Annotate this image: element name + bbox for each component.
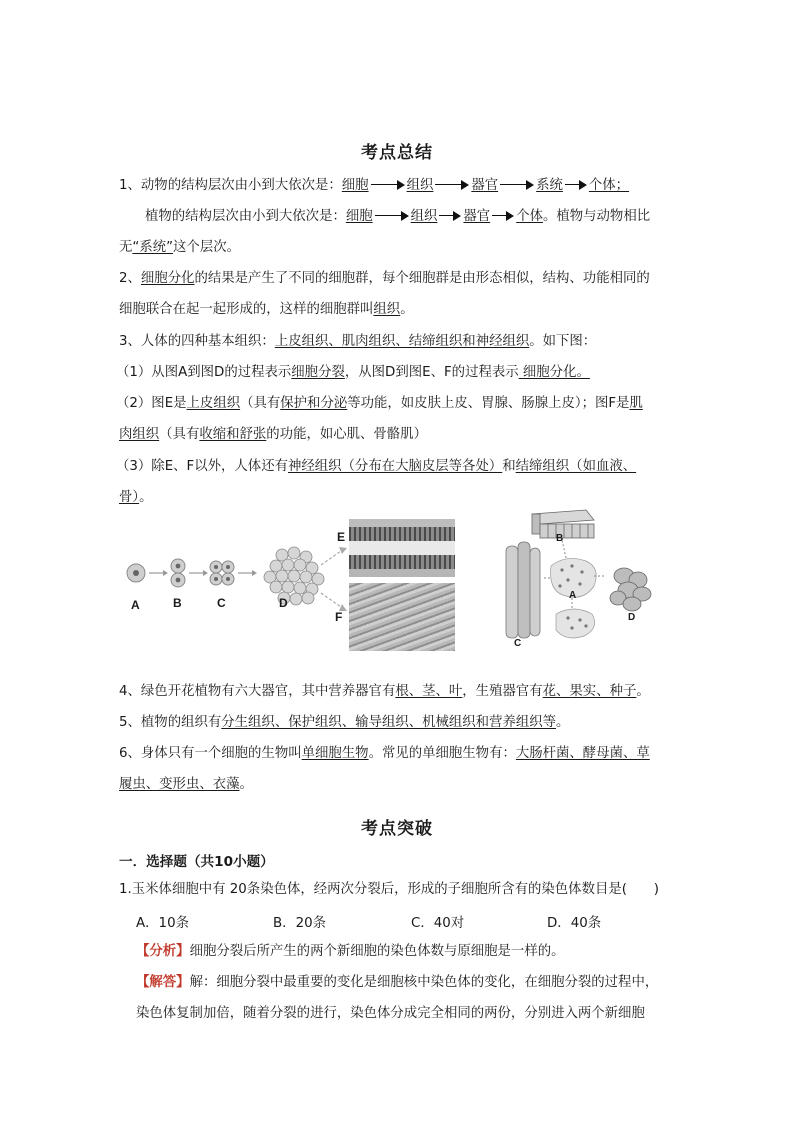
seq-item: 个体 (516, 209, 543, 224)
para-2-line-1 (119, 270, 650, 288)
text-underlined: 上皮组织、肌肉组织、结缔组织和神经组织 (274, 334, 530, 349)
para-1b (145, 208, 650, 226)
text: 4、绿色开花植物有六大器官，其中营养器官有 (119, 684, 396, 699)
para-1b-prefix: 植物的结构层次由小到大依次是： (145, 209, 346, 224)
text-underlined: “系统” (132, 240, 174, 255)
text: （具有 (159, 427, 200, 442)
text-underlined: 根、茎、叶 (395, 684, 463, 699)
option-d[interactable]: D．40条 (547, 916, 602, 931)
para-1b-suffix: 。植物与动物相比 (542, 209, 651, 224)
para-3-3-line-1 (116, 458, 636, 476)
seq-item: 细胞 (341, 178, 369, 193)
para-1c (119, 239, 240, 257)
para-3-3-line-2 (119, 489, 152, 507)
text: 这个层次。 (173, 240, 240, 255)
analysis-line (136, 943, 565, 961)
seq-item: 组织 (406, 178, 434, 193)
section-heading: 一．选择题（共10小题） (119, 854, 274, 870)
text-underlined: 肉组织 (119, 427, 160, 442)
analysis-tag: 【分析】 (136, 944, 190, 959)
text-underlined: 履虫、变形虫、衣藻 (119, 777, 240, 792)
para-3-2-line-1 (116, 395, 643, 413)
para-1 (119, 177, 629, 195)
text-underlined: 肌 (629, 396, 643, 411)
muscle-tissue-image (349, 583, 455, 651)
breakthrough-title: 考点突破 (361, 819, 433, 839)
seq-item: 细胞 (345, 209, 373, 224)
text-underlined: 结缔组织（如血液、 (515, 459, 637, 474)
figure-label-f: F (335, 610, 343, 624)
seq-item: 器官 (471, 178, 499, 193)
text: 等功能，如皮肤上皮、胃腺、肠腺上皮）；图F是 (347, 396, 630, 411)
answer-line-2: 染色体复制加倍，随着分裂的进行，染色体分成完全相同的两份，分别进入两个新细胞 (136, 1006, 645, 1021)
answer-tag: 【解答】 (136, 975, 190, 990)
text: 。 (139, 490, 153, 505)
para-6-line-1 (119, 745, 650, 763)
arrow-right-icon (435, 180, 469, 190)
text-underlined: 骨） (119, 490, 140, 505)
text: 的功能，如心肌、骨骼肌） (266, 427, 427, 442)
arrow-right-icon (500, 180, 534, 190)
para-4 (119, 683, 650, 701)
text: ，生殖器官有 (462, 684, 543, 699)
text: 。如下图： (529, 334, 597, 349)
tissue-types-diagram (496, 506, 666, 654)
option-b[interactable]: B．20条 (273, 916, 327, 931)
text: （具有 (240, 396, 281, 411)
text: 。 (556, 715, 570, 730)
option-a[interactable]: A．10条 (136, 916, 189, 931)
text: 。 (400, 302, 414, 317)
figure-tissue-types (496, 506, 666, 654)
text: 3、人体的四种基本组织： (119, 334, 275, 349)
text-underlined: 神经组织（分布在大脑皮层等各处） (287, 459, 503, 474)
text-underlined: 保护和分泌 (280, 396, 348, 411)
figure-label-d: D (279, 596, 288, 610)
text: （2）图E是 (116, 396, 187, 411)
text-underlined: 大肠杆菌、酵母菌、草 (515, 746, 650, 761)
text: 和 (502, 459, 516, 474)
analysis-text: 细胞分裂后所产生的两个新细胞的染色体数与原细胞是一样的。 (189, 944, 565, 959)
text: 。常见的单细胞生物有： (368, 746, 516, 761)
para-3-1 (116, 364, 590, 382)
arrow-right-icon (371, 180, 405, 190)
text-underlined: 细胞分化。 (518, 365, 590, 380)
figure-label-c: C (514, 638, 522, 649)
figure-label-b: B (556, 533, 564, 544)
answer-text: 解：细胞分裂中最重要的变化是细胞核中染色体的变化，在细胞分裂的过程中， (189, 975, 659, 990)
arrow-right-icon (439, 211, 461, 221)
figure-label-d: D (628, 612, 636, 623)
answer-line-1 (136, 974, 658, 992)
seq-item: 器官 (463, 209, 491, 224)
seq-item: 组织 (410, 209, 438, 224)
text: ，从图D到图E、F的过程表示 (344, 365, 519, 380)
para-3-2-line-2 (119, 426, 427, 444)
option-c[interactable]: C．40对 (411, 916, 465, 931)
text-underlined: 上皮组织 (186, 396, 241, 411)
arrow-right-icon (492, 211, 514, 221)
para-6-line-2 (119, 776, 253, 794)
arrow-right-icon (375, 211, 409, 221)
figure-label-b: B (173, 596, 182, 610)
text: 细胞联合在起一起形成的，这样的细胞群叫 (119, 302, 374, 317)
para-2-line-2 (119, 301, 414, 319)
text-underlined: 分生组织、保护组织、输导组织、机械组织和营养组织等 (221, 715, 557, 730)
seq-item: 系统 (536, 178, 563, 193)
text: 6、身体只有一个细胞的生物叫 (119, 746, 302, 761)
text-underlined: 组织 (373, 302, 401, 317)
figure-label-a: A (131, 598, 140, 612)
figure-cell-division (119, 515, 464, 655)
epithelial-tissue-image (349, 519, 455, 577)
arrow-right-icon (565, 180, 587, 190)
figure-label-e: E (337, 530, 346, 544)
text: （1）从图A到图D的过程表示 (116, 365, 292, 380)
text-underlined: 单细胞生物 (301, 746, 369, 761)
text-underlined: 花、果实、种子 (542, 684, 637, 699)
text-underlined: 细胞分化 (140, 271, 195, 286)
text: 。 (239, 777, 253, 792)
para-1-prefix: 1、动物的结构层次由小到大依次是： (119, 178, 342, 193)
para-5 (119, 714, 569, 732)
summary-title: 考点总结 (361, 143, 433, 163)
figure-label-a: A (569, 590, 577, 601)
text: 5、植物的组织有 (119, 715, 222, 730)
text: 。 (636, 684, 650, 699)
text: 无 (119, 240, 133, 255)
question-1-stem: 1.玉米体细胞中有 20条染色体，经两次分裂后，形成的子细胞所含有的染色体数目是( ) (119, 882, 659, 897)
text-underlined: 细胞分裂 (291, 365, 345, 380)
seq-item: 个体； (588, 178, 630, 193)
figure-label-c: C (217, 596, 226, 610)
para-3 (119, 333, 596, 351)
text: 的结果是产生了不同的细胞群，每个细胞群是由形态相似，结构、功能相同的 (194, 271, 650, 286)
text: （3）除E、F以外，人体还有 (116, 459, 288, 474)
text: 2、 (119, 271, 141, 286)
text-underlined: 收缩和舒张 (199, 427, 267, 442)
